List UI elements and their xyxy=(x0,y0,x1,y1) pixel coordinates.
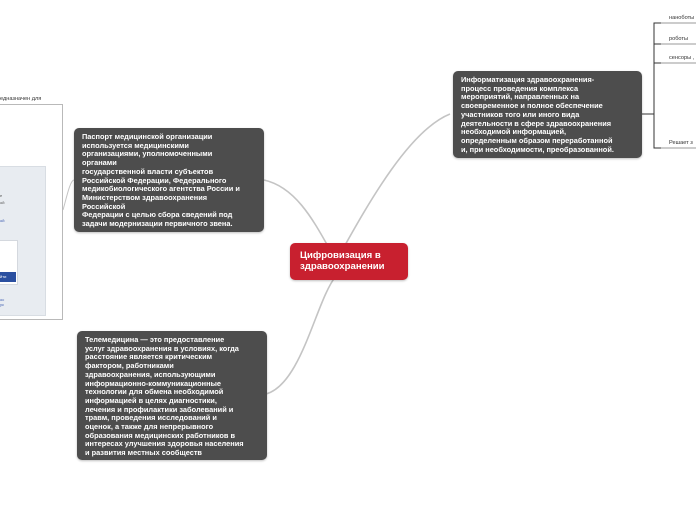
node-informatization[interactable]: Информатизация здравоохранения- процесс проведения комплекса мероприятий, направленных на своевременное и полное обеспечение участников того или иного вида деятельности в сфере здравоохранения необходимой информацией, определенным образом переработанной и, при необходимости, преобразованной. xyxy=(453,71,642,158)
left-image-login-label: йти xyxy=(0,274,7,279)
branch-label-nanobots[interactable]: наноботы xyxy=(669,15,695,21)
left-image-text-b: ой xyxy=(0,200,5,205)
connector-left-image xyxy=(63,180,74,210)
branch-label-solves[interactable]: Решает з xyxy=(669,140,693,146)
left-image-footer-b: ус xyxy=(0,302,4,307)
connector-informatization xyxy=(339,114,450,256)
branch-sensors xyxy=(654,63,661,114)
left-image-link[interactable]: ой xyxy=(0,218,5,223)
branch-label-robots[interactable]: роботы xyxy=(669,36,688,42)
connector-telemedicine xyxy=(266,276,336,394)
left-image-text-a: е xyxy=(0,193,3,198)
node-telemedicine[interactable]: Телемедицина — это предоставление услуг здравоохранения в условиях, когда расстояние является критическим фактором, работниками здравоохранения, использующими информационно-коммуникационные технологии для обмена необходимой информацией в целях диагностики, лечения и профилактики заболеваний и травм, проведения исследований и оценок, а также для непрерывного образования медицинских работников в интересах улучшения здоровья населения и развития местных сообществ xyxy=(77,331,267,460)
branch-robots xyxy=(654,44,661,114)
node-passport[interactable]: Паспорт медицинской организации используется медицинскими организациями, уполномоченными органами государственной власти субъектов Российской Федерации, Федерального медикобиологического агентства России и Министерством здравоохранения Российской Федерации с целью сбора сведений под задачи модернизации первичного звена. xyxy=(74,128,264,232)
left-image-caption: едназначен для xyxy=(0,96,42,102)
central-topic[interactable]: Цифровизация в здравоохранении xyxy=(290,243,408,280)
branch-trunk xyxy=(642,23,661,114)
branch-solves xyxy=(654,114,661,148)
left-image-footer-a: ос xyxy=(0,297,5,302)
branch-label-sensors[interactable]: сенсоры , xyxy=(669,55,695,61)
